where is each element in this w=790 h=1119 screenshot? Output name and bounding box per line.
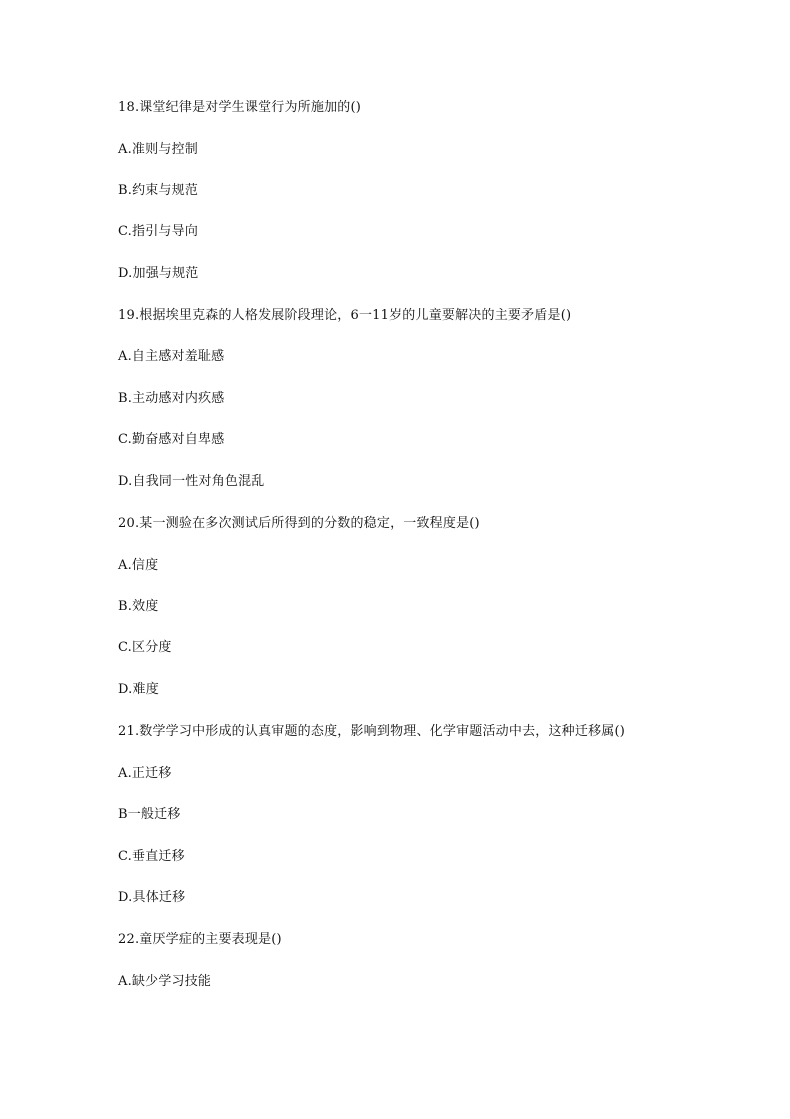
question-21-option-c: C.垂直迁移 (118, 849, 185, 864)
question-20-option-b: B.效度 (118, 599, 159, 614)
question-20-stem: 20.某一测验在多次测试后所得到的分数的稳定，一致程度是() (118, 516, 480, 531)
question-19-option-b: B.主动感对内疚感 (118, 391, 225, 406)
question-22-stem: 22.童厌学症的主要表现是() (118, 932, 282, 947)
question-20-option-c: C.区分度 (118, 640, 172, 655)
question-19-option-a: A.自主感对羞耻感 (118, 349, 225, 364)
question-20-option-a: A.信度 (118, 558, 159, 573)
question-22-option-a: A.缺少学习技能 (118, 974, 212, 989)
question-18-stem: 18.课堂纪律是对学生课堂行为所施加的() (118, 100, 362, 115)
question-18-option-b: B.约束与规范 (118, 183, 199, 198)
question-18-option-a: A.准则与控制 (118, 142, 198, 157)
question-19-option-c: C.勤奋感对自卑感 (118, 432, 225, 447)
question-21-option-b: B一般迁移 (118, 807, 181, 822)
question-20-option-d: D.难度 (118, 682, 159, 697)
question-21-option-a: A.正迁移 (118, 766, 172, 781)
question-19-option-d: D.自我同一性对角色混乱 (118, 474, 265, 489)
question-21-stem: 21.数学学习中形成的认真审题的态度，影响到物理、化学审题活动中去，这种迁移属() (118, 724, 626, 739)
question-18-option-d: D.加强与规范 (118, 266, 199, 281)
question-19-stem: 19.根据埃里克森的人格发展阶段理论，6一11岁的儿童要解决的主要矛盾是() (118, 308, 572, 323)
question-18-option-c: C.指引与导向 (118, 224, 199, 239)
question-21-option-d: D.具体迁移 (118, 890, 186, 905)
